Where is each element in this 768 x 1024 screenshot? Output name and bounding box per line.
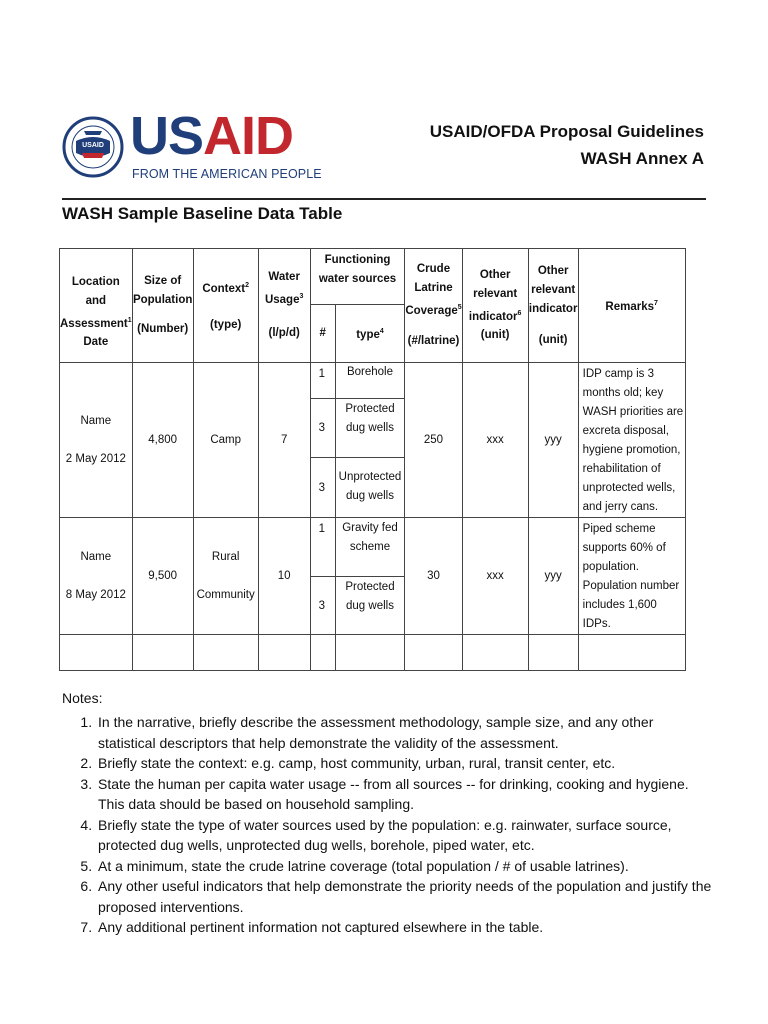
row2-source1-num: 1 [310,518,335,577]
row1-size: 4,800 [132,363,193,518]
row2-other1: xxx [462,518,528,635]
header-title [430,118,704,172]
col-num-header: # [310,305,335,363]
note-item: 2. Briefly state the context: e.g. camp, host community, urban, rural, transit center, etc. [96,753,712,774]
logo-tagline: FROM THE AMERICAN PEOPLE [132,167,322,181]
col-water-header: Water Usage$^3$ (l/p/d) [258,249,310,363]
col-latrine-header: Crude Latrine Coverage$^5$ (#/latrine) [405,249,462,363]
row1-water: 7 [258,363,310,518]
row2-latrine: 30 [405,518,462,635]
col-location-header: Location and Assessment$^1$ Date [60,249,133,363]
row2-source1-type: Gravity fed scheme [335,518,405,577]
usaid-seal-icon [62,95,124,199]
note-item: 7. Any additional pertinent information not captured elsewhere in the table. [96,917,712,938]
header-rule [62,198,706,200]
row1-other1: xxx [462,363,528,518]
table-title: WASH Sample Baseline Data Table [62,204,343,223]
col-type-header: type$^4$ [335,305,405,363]
col-context-header: Context$^2$ (type) [193,249,258,363]
note-item: 5. At a minimum, state the crude latrine coverage (total population / # of usable latrines). [96,856,712,877]
row1-source1-type: Borehole [335,363,405,399]
notes-list [62,712,712,938]
logo-wordmark: USAID [130,106,294,166]
col-remarks-header: Remarks$^7$ [578,249,685,363]
baseline-data-table [59,248,686,671]
row1-source2-type: Protected dug wells [335,399,405,457]
row2-context: Rural Community [193,518,258,635]
row2-size: 9,500 [132,518,193,635]
usaid-logo [62,95,322,199]
note-item: 3. State the human per capita water usage -- from all sources -- for drinking, cooking and hygiene. This data should be based on household sampling. [96,774,712,815]
col-other1-header: Other relevant indicator$^6$ (unit) [462,249,528,363]
col-size-header: Size of Population (Number) [132,249,193,363]
table-row-empty [60,635,686,671]
col-sources-header: Functioning water sources [310,249,405,305]
row1-source1-num: 1 [310,363,335,399]
note-item: 1. In the narrative, briefly describe the assessment methodology, sample size, and any other statistical descriptors that help demonstrate the validity of the assessment. [96,712,712,753]
header-line-1: USAID/OFDA Proposal Guidelines [429,122,704,141]
notes-section [62,690,712,938]
row2-other2: yyy [528,518,578,635]
row1-other2: yyy [528,363,578,518]
row1-context: Camp [193,363,258,518]
row1-source3-type: Unprotected dug wells [335,457,405,517]
row1-remarks: IDP camp is 3 months old; key WASH priorities are excreta disposal, hygiene promotion, rehabilitation of unprotected wells, and jerry cans. [578,363,685,518]
row2-source2-type: Protected dug wells [335,576,405,635]
row1-source3-num: 3 [310,457,335,517]
col-other2-header: Other relevant indicator (unit) [528,249,578,363]
header-line-2: WASH Annex A [580,149,704,168]
row2-water: 10 [258,518,310,635]
row1-latrine: 250 [405,363,462,518]
row1-location: Name 2 May 2012 [60,363,133,518]
notes-title: Notes: [62,690,103,706]
note-item: 4. Briefly state the type of water sources used by the population: e.g. rainwater, surface source, protected dug wells, unprotected dug wells, borehole, piped water, etc. [96,815,712,856]
table-row [60,518,686,577]
row1-source2-num: 3 [310,399,335,457]
table-row [60,363,686,399]
row2-remarks: Piped scheme supports 60% of population. Population number includes 1,600 IDPs. [578,518,685,635]
note-item: 6. Any other useful indicators that help demonstrate the priority needs of the population and justify the proposed interventions. [96,876,712,917]
row2-location: Name 8 May 2012 [60,518,133,635]
svg-text:USAID: USAID [82,142,104,149]
row2-source2-num: 3 [310,576,335,635]
